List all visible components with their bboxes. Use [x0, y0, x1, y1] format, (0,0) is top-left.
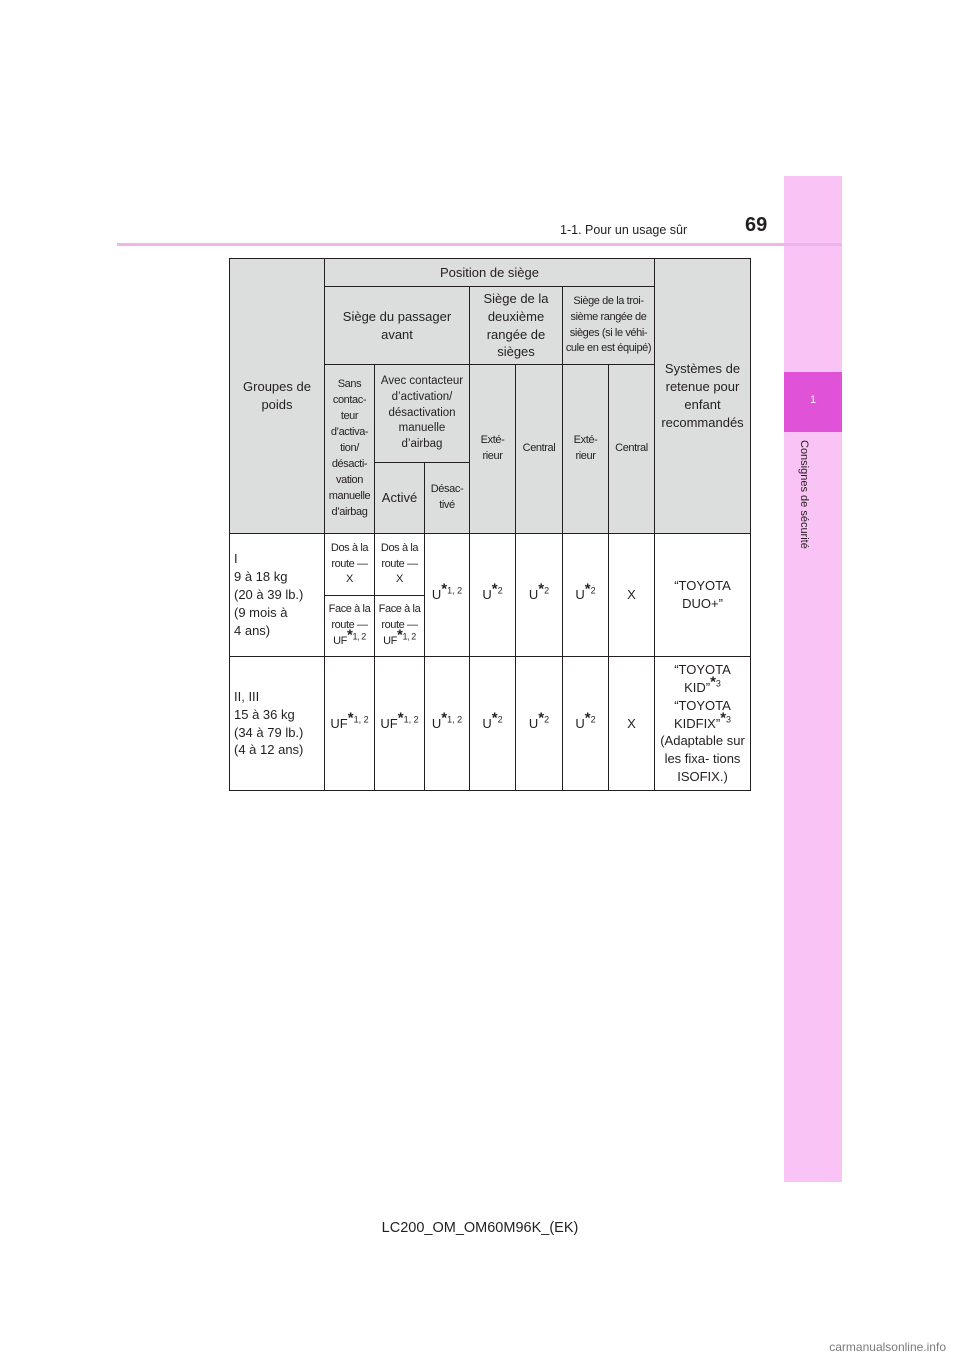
page-number: 69	[745, 214, 768, 236]
group-i-line: 4 ans)	[234, 622, 271, 638]
second-row-center-header: Central	[516, 365, 563, 534]
front-passenger-seat-header: Siège du passager avant	[325, 287, 470, 365]
group-ii-enabled: UF*$^{1, 2}$	[375, 657, 425, 791]
chapter-number-tab[interactable]	[784, 372, 842, 432]
second-row-header: Siège de la deuxième rangée de sièges	[470, 287, 563, 365]
group-ii-line: (4 à 12 ans)	[234, 742, 304, 758]
group-ii-line: II, III	[234, 688, 260, 704]
chapter-title: Consignes de sécurité	[798, 440, 810, 549]
chapter-number: 1	[809, 394, 817, 406]
group-ii-no-switch: UF*$^{1, 2}$	[325, 657, 375, 791]
recommended-systems-header: Systèmes de retenue pour enfant recommandés	[655, 259, 751, 534]
group-ii-iii-label	[230, 657, 325, 791]
recommended-kid: “TOYOTA KID”*$^3$	[674, 661, 731, 695]
third-row-outer-header: Exté- rieur	[563, 365, 609, 534]
recommended-note: (Adaptable sur les fixa- tions ISOFIX.)	[660, 733, 745, 785]
side-chapter-tab	[784, 176, 842, 1182]
weight-group-header: Groupes de poids	[230, 259, 325, 534]
group-ii-recommended	[655, 657, 751, 791]
group-ii-third-inner: U*$^2$	[563, 657, 609, 791]
header-divider	[117, 243, 842, 246]
group-i-line: (20 à 39 lb.)	[234, 587, 304, 603]
group-ii-line: 15 à 36 kg	[234, 706, 295, 722]
group-i-third-outer: U*$^2$	[516, 534, 563, 657]
airbag-enabled-header: Activé	[375, 463, 425, 534]
third-row-header: Siège de la troi- sième rangée de sièges (si le véhi- cule en est équipé)	[563, 287, 655, 365]
third-row-center-header: Central	[609, 365, 655, 534]
group-ii-line: (34 à 79 lb.)	[234, 724, 304, 740]
group-i-line: 9 à 18 kg	[234, 569, 288, 585]
second-row-outer-header: Exté- rieur	[470, 365, 516, 534]
rear-facing-enabled: Dos à la route — X	[375, 534, 425, 596]
no-airbag-switch-header: Sans contac- teur d’activa- tion/ désacti- vation manuelle d’airbag	[325, 365, 375, 534]
group-ii-second-outer: U*$^{1, 2}$	[425, 657, 470, 791]
group-ii-third-outer: U*$^2$	[516, 657, 563, 791]
group-i-line: (9 mois à	[234, 604, 288, 620]
group-i-second-outer: U*$^{1, 2}$	[425, 534, 470, 657]
airbag-switch-header: Avec contacteur d’activation/ désactivation manuelle d’airbag	[375, 365, 470, 463]
watermark[interactable]: carmanualsonline.info	[829, 1340, 946, 1354]
group-i-third-inner: U*$^2$	[563, 534, 609, 657]
group-ii-third-center: X	[609, 657, 655, 791]
section-title: 1-1. Pour un usage sûr	[560, 223, 688, 237]
group-i-label	[230, 534, 325, 657]
group-i-second-center: U*$^2$	[470, 534, 516, 657]
seat-position-header: Position de siège	[325, 259, 655, 287]
forward-facing-enabled: Face à la route — UF*$^{1, 2}$	[375, 596, 425, 657]
airbag-disabled-header: Désac- tivé	[425, 463, 470, 534]
group-i-third-center: X	[609, 534, 655, 657]
child-seat-suitability-table	[229, 258, 751, 791]
document-code: LC200_OM_OM60M96K_(EK)	[381, 1220, 579, 1236]
group-ii-second-center: U*$^2$	[470, 657, 516, 791]
recommended-kidfix: “TOYOTA KIDFIX”*$^3$	[673, 697, 732, 731]
forward-facing-no-switch: Face à la route — UF*$^{1, 2}$	[325, 596, 375, 657]
group-i-line: I	[234, 551, 238, 567]
rear-facing-no-switch: Dos à la route — X	[325, 534, 375, 596]
group-i-recommended: “TOYOTA DUO+”	[655, 534, 751, 657]
